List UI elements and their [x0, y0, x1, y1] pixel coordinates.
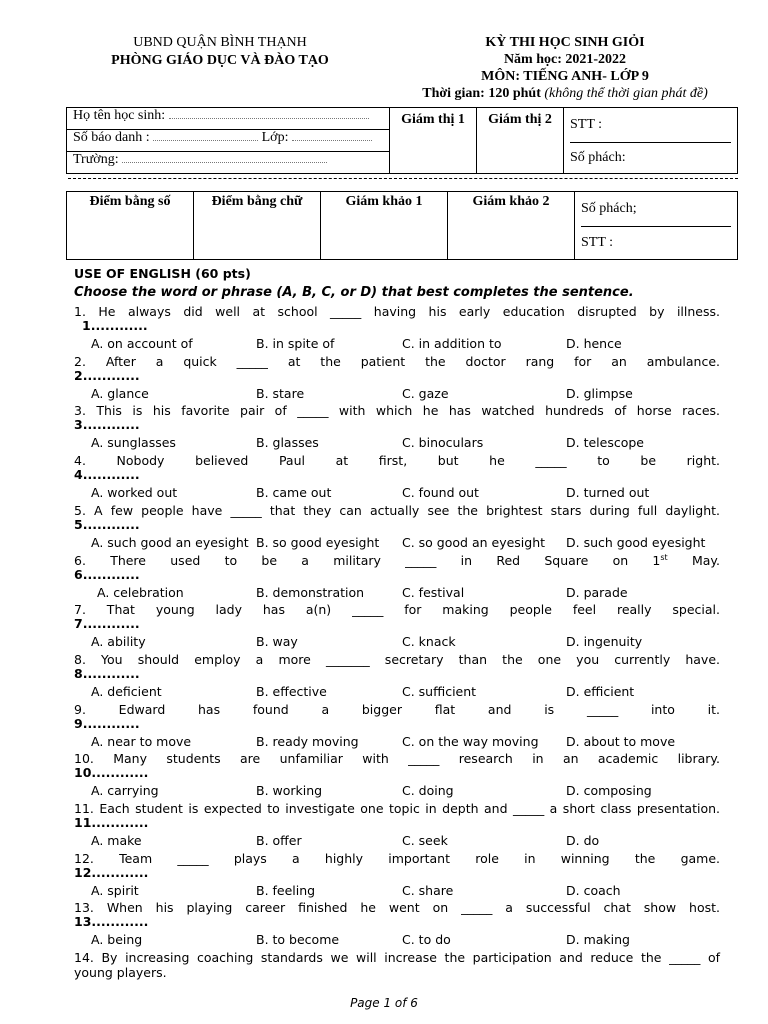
- grader2-cell: Giám khảo 2: [448, 192, 575, 260]
- option-d[interactable]: D. turned out: [566, 485, 650, 501]
- option-a[interactable]: A. carrying: [91, 783, 159, 799]
- option-a[interactable]: A. ability: [91, 634, 146, 650]
- option-c[interactable]: C. sufficient: [402, 683, 477, 699]
- name-label: Họ tên học sinh:: [73, 108, 166, 123]
- score-sophach-cell: [575, 192, 738, 260]
- answer-blank[interactable]: 8............: [74, 665, 140, 681]
- name-cell[interactable]: [67, 108, 390, 130]
- header-right: [385, 34, 745, 102]
- grader1-cell: Giám khảo 1: [321, 192, 448, 260]
- answer-blank[interactable]: 10............: [74, 765, 149, 781]
- answer-blank[interactable]: 7............: [74, 616, 140, 632]
- option-d[interactable]: D. about to move: [566, 733, 676, 749]
- question-14-line1: 14. By increasing coaching standards we will increase the participation and reduce the _____ of: [74, 950, 720, 965]
- department-name: PHÒNG GIÁO DỤC VÀ ĐÀO TẠO: [111, 53, 329, 68]
- district-name: UBND QUẬN BÌNH THẠNH: [133, 35, 307, 50]
- question-text: 6. There used to be a military _____ in Red Square on 1st May.: [74, 552, 720, 568]
- school-cell[interactable]: [67, 152, 390, 174]
- option-a[interactable]: A. such good an eyesight: [91, 534, 249, 550]
- option-b[interactable]: B. stare: [256, 385, 305, 401]
- question-text: 7. That young lady has a(n) _____ for making people feel really special.: [74, 602, 720, 618]
- option-d[interactable]: D. making: [566, 932, 630, 948]
- section-instruction: Choose the word or phrase (A, B, C, or D) that best completes the sentence.: [74, 285, 634, 300]
- answer-blank[interactable]: 1............: [82, 318, 148, 333]
- option-d[interactable]: D. glimpse: [566, 385, 633, 401]
- option-c[interactable]: C. in addition to: [402, 336, 502, 351]
- option-a[interactable]: A. make: [91, 833, 142, 848]
- stt-sophach-cell: [564, 108, 738, 174]
- question-text: 11. Each student is expected to investigate one topic in depth and _____ a short class presentation.: [74, 801, 720, 816]
- option-a[interactable]: A. near to move: [91, 733, 192, 749]
- time-line: [385, 85, 745, 102]
- option-d[interactable]: D. such good eyesight: [566, 534, 706, 550]
- question-text: 2. After a quick _____ at the patient the doctor rang for an ambulance.: [74, 353, 720, 369]
- question-text: 8. You should employ a more _______ secretary than the one you currently have.: [74, 651, 720, 667]
- option-d[interactable]: D. efficient: [566, 683, 635, 699]
- sbd-label: Số báo danh :: [73, 130, 150, 145]
- question-text: 5. A few people have _____ that they can actually see the brightest stars during full daylight.: [74, 502, 720, 518]
- score-number-cell: Điểm bằng số: [67, 192, 194, 260]
- question-text: 1. He always did well at school _____ having his early education disrupted by illness.: [74, 304, 720, 319]
- option-a[interactable]: A. glance: [91, 385, 149, 401]
- score-stt-label: STT :: [581, 235, 614, 250]
- section-title: USE OF ENGLISH (60 pts): [74, 266, 251, 281]
- option-a[interactable]: A. celebration: [97, 584, 184, 600]
- option-b[interactable]: B. glasses: [256, 435, 319, 451]
- option-b[interactable]: B. in spite of: [256, 336, 335, 351]
- answer-blank[interactable]: 11............: [74, 815, 149, 830]
- cut-line: [68, 178, 738, 179]
- score-words-cell: Điểm bằng chữ: [194, 192, 321, 260]
- option-a[interactable]: A. being: [91, 932, 143, 948]
- option-c[interactable]: C. to do: [402, 932, 451, 948]
- option-d[interactable]: D. do: [566, 833, 600, 848]
- answer-blank[interactable]: 9............: [74, 715, 140, 731]
- option-c[interactable]: C. seek: [402, 833, 448, 848]
- exam-title: KỲ THI HỌC SINH GIỎI: [485, 35, 645, 50]
- option-b[interactable]: B. came out: [256, 485, 332, 501]
- option-b[interactable]: B. offer: [256, 833, 302, 848]
- option-c[interactable]: C. found out: [402, 485, 479, 501]
- option-b[interactable]: B. to become: [256, 932, 340, 948]
- question-text: 12. Team _____ plays a highly important role in winning the game.: [74, 850, 720, 866]
- option-d[interactable]: D. coach: [566, 882, 621, 898]
- option-d[interactable]: D. hence: [566, 336, 622, 351]
- option-c[interactable]: C. gaze: [402, 385, 449, 401]
- option-d[interactable]: D. composing: [566, 783, 652, 799]
- option-b[interactable]: B. effective: [256, 683, 327, 699]
- option-a[interactable]: A. spirit: [91, 882, 139, 898]
- school-year: Năm học: 2021-2022: [503, 52, 627, 67]
- answer-blank[interactable]: 4............: [74, 467, 140, 483]
- question-text: 9. Edward has found a bigger flat and is _____ into it.: [74, 701, 720, 717]
- option-a[interactable]: A. sunglasses: [91, 435, 176, 451]
- option-c[interactable]: C. festival: [402, 584, 465, 600]
- option-a[interactable]: A. worked out: [91, 485, 178, 501]
- option-a[interactable]: A. on account of: [91, 336, 193, 351]
- time-label: Thời gian: 120 phút: [422, 86, 541, 101]
- examiner2-cell: Giám thị 2: [477, 108, 564, 174]
- question-text: 13. When his playing career finished he went on _____ a successful chat show host.: [74, 900, 720, 916]
- time-note: (không thể thời gian phát đề): [544, 86, 708, 101]
- option-b[interactable]: B. so good eyesight: [256, 534, 380, 550]
- option-d[interactable]: D. parade: [566, 584, 628, 600]
- option-a[interactable]: A. deficient: [91, 683, 162, 699]
- option-d[interactable]: D. ingenuity: [566, 634, 643, 650]
- question-text: 3. This is his favorite pair of _____ with which he has watched hundreds of horse races.: [74, 403, 720, 419]
- option-c[interactable]: C. on the way moving: [402, 733, 539, 749]
- option-c[interactable]: C. binoculars: [402, 435, 484, 451]
- school-label: Trường:: [73, 152, 119, 167]
- question-14-line2: young players.: [74, 965, 167, 980]
- question-text: 10. Many students are unfamiliar with _____ research in an academic library.: [74, 751, 720, 767]
- option-c[interactable]: C. so good an eyesight: [402, 534, 546, 550]
- score-sophach-label: Số phách;: [581, 192, 731, 227]
- question-text: 4. Nobody believed Paul at first, but he _____ to be right.: [74, 453, 720, 469]
- answer-blank[interactable]: 13............: [74, 914, 149, 930]
- answer-blank[interactable]: 6............: [74, 566, 140, 582]
- option-c[interactable]: C. knack: [402, 634, 456, 650]
- score-table: [66, 191, 738, 260]
- answer-blank[interactable]: 2............: [74, 367, 140, 383]
- option-c[interactable]: C. doing: [402, 783, 454, 799]
- stt-label: STT :: [570, 108, 731, 143]
- answer-blank[interactable]: 3............: [74, 417, 140, 433]
- student-info-table: [66, 107, 738, 174]
- sophach-label: Số phách:: [570, 150, 626, 165]
- header-left: [80, 34, 360, 70]
- option-b[interactable]: B. way: [256, 634, 298, 650]
- sbd-cell[interactable]: [67, 130, 390, 152]
- option-b[interactable]: B. demonstration: [256, 584, 365, 600]
- subject: MÔN: TIẾNG ANH- LỚP 9: [481, 69, 649, 84]
- option-b[interactable]: B. feeling: [256, 882, 316, 898]
- option-c[interactable]: C. share: [402, 882, 454, 898]
- option-d[interactable]: D. telescope: [566, 435, 644, 451]
- option-b[interactable]: B. working: [256, 783, 323, 799]
- class-label: Lớp:: [261, 130, 289, 145]
- page-footer: Page 1 of 6: [350, 996, 418, 1010]
- answer-blank[interactable]: 12............: [74, 864, 149, 880]
- option-b[interactable]: B. ready moving: [256, 733, 359, 749]
- examiner1-cell: Giám thị 1: [390, 108, 477, 174]
- answer-blank[interactable]: 5............: [74, 516, 140, 532]
